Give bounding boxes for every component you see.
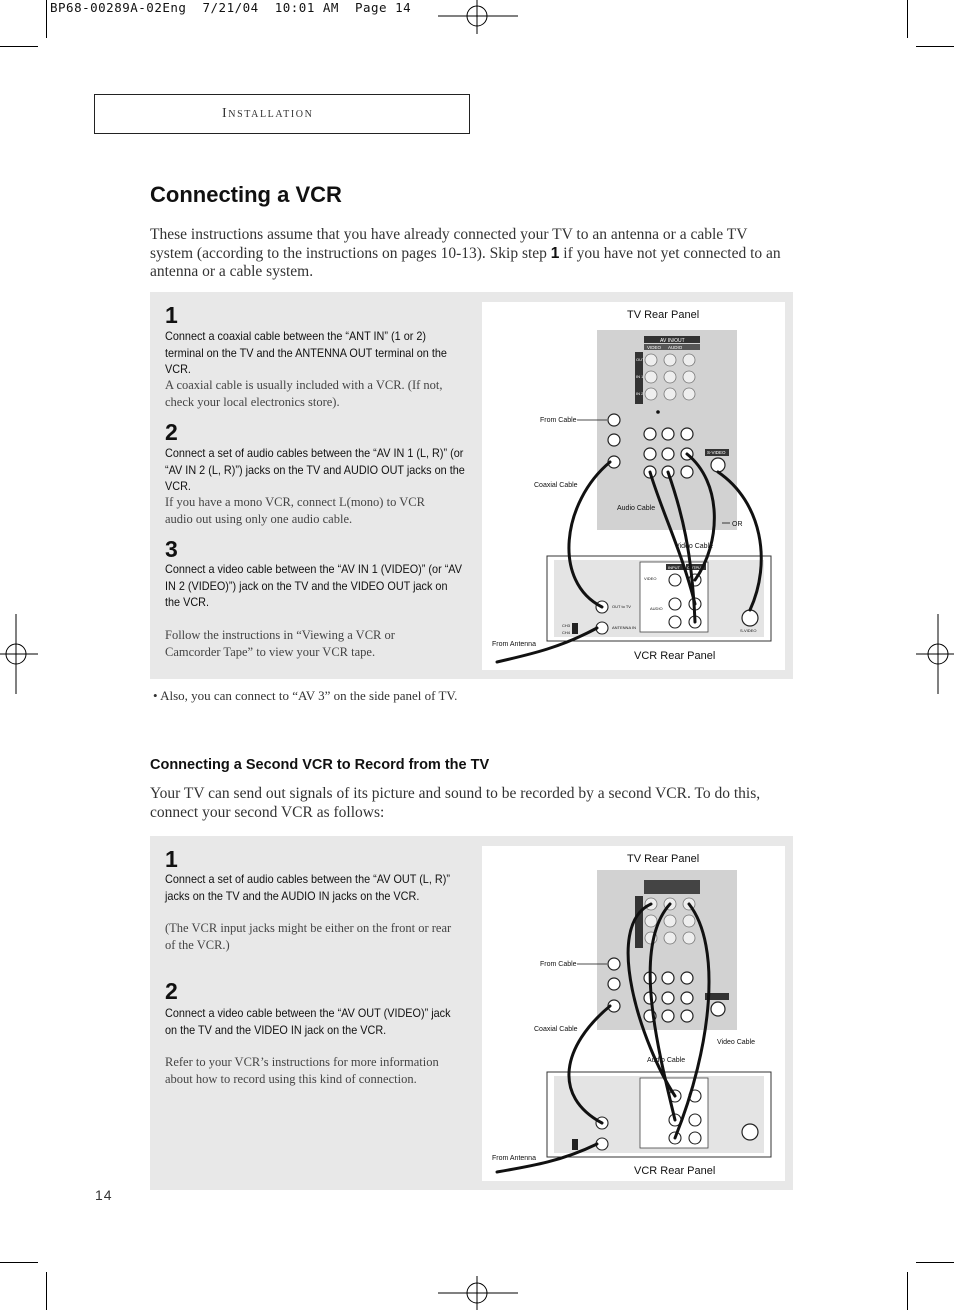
- crop-mark: [0, 1262, 38, 1263]
- crop-mark: [46, 0, 47, 38]
- bullet-note: • Also, you can connect to “AV 3” on the side panel of TV.: [153, 688, 458, 703]
- ch-switch: [572, 623, 578, 634]
- registration-mark-icon: [916, 614, 954, 694]
- intro-step-ref: 1: [550, 244, 560, 262]
- step-number: 3: [165, 536, 178, 562]
- ant-in-jacks: [608, 414, 620, 468]
- registration-mark-icon: [0, 614, 38, 694]
- audio-cable-label: Audio Cable: [617, 505, 656, 512]
- svideo-jack-icon: [711, 458, 725, 472]
- subheading: Connecting a Second VCR to Record from the TV: [150, 757, 490, 773]
- svideo-jack-icon: [711, 1002, 725, 1016]
- step-text: Connect a video cable between the “AV IN 1 (VIDEO)” (or “AV IN 2 (VIDEO)”) jack on the TV and the VIDEO OUT jack on the VCR.: [165, 562, 462, 609]
- step-number: 1: [165, 302, 178, 328]
- vcr-panel-title: VCR Rear Panel: [634, 650, 716, 662]
- step-note: If you have a mono VCR, connect L(mono) to VCR audio out using only one audio cable.: [165, 495, 425, 526]
- page-number: 14: [95, 1187, 113, 1203]
- out-to-tv-label: OUT to TV: [612, 604, 631, 609]
- tv-panel-title: TV Rear Panel: [627, 853, 700, 865]
- intro-text-1: These instructions assume that you have already connected your TV to an antenna or a cable TV system (according to the instructions on pages 10-13). Skip step: [150, 226, 748, 262]
- crop-mark: [907, 0, 908, 38]
- step-text: Connect a video cable between the “AV OUT (VIDEO)” jack on the TV and the VIDEO IN jack on the VCR.: [165, 1006, 451, 1037]
- panel-screw: [656, 410, 660, 414]
- registration-mark-icon: [438, 1276, 518, 1310]
- step-number: 1: [165, 846, 178, 872]
- step-text: Connect a coaxial cable between the “ANT IN” (1 or 2) terminal on the TV and the ANTENNA OUT terminal on the VCR.: [165, 329, 447, 376]
- audio-cable-label: Audio Cable: [647, 1057, 686, 1064]
- vcr-input-label: INPUT: [668, 565, 680, 570]
- tv-lower-jacks: [644, 428, 693, 478]
- diagram-svg: [482, 302, 785, 670]
- from-cable-label: From Cable: [540, 961, 577, 968]
- tv-panel-title: TV Rear Panel: [627, 309, 700, 321]
- vcr-panel-title: VCR Rear Panel: [634, 1165, 716, 1177]
- ch3-label: CH3: [562, 623, 571, 628]
- print-header: BP68-00289A-02Eng 7/21/04 10:01 AM Page 14: [50, 0, 412, 15]
- page-title: Connecting a VCR: [150, 182, 342, 207]
- video-cable-label: Video Cable: [675, 543, 714, 550]
- av-in-out-label: AV IN/OUT: [660, 338, 685, 344]
- registration-mark-icon: [438, 0, 518, 34]
- ch4-label: CH4: [562, 630, 571, 635]
- crop-mark: [0, 46, 38, 47]
- or-label: OR: [732, 521, 743, 528]
- vcr-output-label: OUTPUT: [687, 565, 704, 570]
- antenna-in-label: ANTENNA IN: [612, 625, 637, 630]
- vcr-svideo-jack-icon: [742, 1124, 758, 1140]
- step-note: Follow the instructions in “Viewing a VCR or Camcorder Tape” to view your VCR tape.: [165, 628, 395, 659]
- step-note: Refer to your VCR’s instructions for more information about how to record using this kind of connection.: [165, 1055, 439, 1086]
- coaxial-cable-label: Coaxial Cable: [534, 482, 578, 489]
- row-in1-label: IN 1: [636, 374, 644, 379]
- coaxial-cable-label: Coaxial Cable: [534, 1026, 578, 1033]
- crop-mark: [916, 46, 954, 47]
- from-antenna-label: From Antenna: [492, 641, 536, 648]
- from-antenna-label: From Antenna: [492, 1155, 536, 1162]
- intro-text-2: if you have not yet connected to an antenna or a cable system.: [150, 244, 781, 280]
- step-note: (The VCR input jacks might be either on the front or rear of the VCR.): [165, 921, 452, 952]
- video-cable-label: Video Cable: [717, 1039, 756, 1046]
- row-in2-label: IN 2: [636, 391, 644, 396]
- step-number: 2: [165, 978, 178, 1004]
- connection-diagram-1: [482, 302, 785, 670]
- step-text: Connect a set of audio cables between the “AV IN 1 (L, R)” (or “AV IN 2 (L, R)”) jacks on the TV and AUDIO OUT jacks on the VCR.: [165, 446, 465, 493]
- diagram-svg-2: [482, 846, 785, 1181]
- row-out-label: OUT: [636, 357, 645, 362]
- svideo-label: S-VIDEO: [707, 450, 726, 455]
- intro-paragraph-2: Your TV can send out signals of its picture and sound to be recorded by a second VCR. To do this, connect your second VCR as follows:: [150, 785, 761, 821]
- step-text: Connect a set of audio cables between the “AV OUT (L, R)” jacks on the TV and the AUDIO IN jacks on the VCR.: [165, 872, 450, 903]
- vcr-video-label: VIDEO: [644, 576, 657, 581]
- section-label: Installation: [222, 106, 314, 121]
- crop-mark: [907, 1272, 908, 1310]
- intro-paragraph: [150, 226, 790, 282]
- crop-mark: [46, 1272, 47, 1310]
- av-jack-grid: [645, 354, 695, 400]
- vcr-audio-label: AUDIO: [650, 606, 663, 611]
- connection-diagram-2: [482, 846, 785, 1181]
- col-audio-label: AUDIO: [668, 345, 683, 350]
- col-video-label: VIDEO: [647, 345, 662, 350]
- crop-mark: [916, 1262, 954, 1263]
- step-note: A coaxial cable is usually included with a VCR. (If not, check your local electronics store).: [165, 378, 443, 409]
- step-number: 2: [165, 419, 178, 445]
- vcr-svideo-jack-icon: [742, 610, 758, 626]
- vcr-svideo-label: S-VIDEO: [740, 628, 757, 633]
- from-cable-label: From Cable: [540, 417, 577, 424]
- ant-in-jacks: [608, 958, 620, 1012]
